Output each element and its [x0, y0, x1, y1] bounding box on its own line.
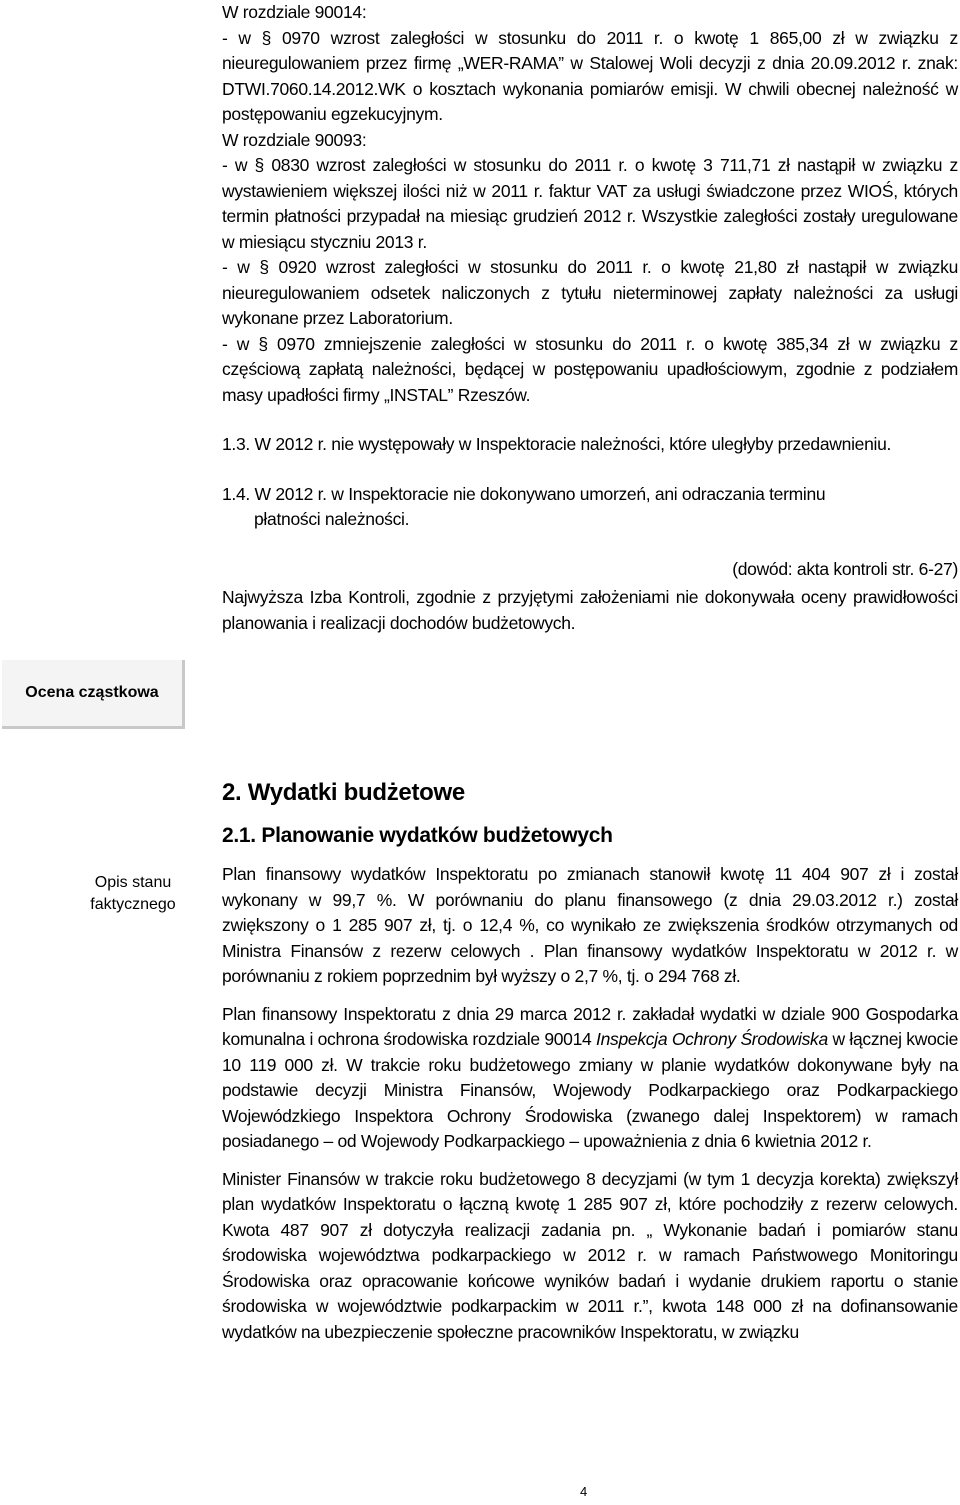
facts-side-label-line1: Opis stanu — [94, 874, 172, 891]
assessment-side-box — [2, 660, 185, 729]
paragraph-minister-decisions: Minister Finansów w trakcie roku budżetowego 8 decyzjami (w tym 1 decyzja korekta) zwiększył plan wydatków Inspektoratu o łączną kwotę 1 285 907 zł, które pochodziły z rezerw celowych. Kwota 487 907 zł dotyczyła realizacji zadania pn. „ Wykonanie badań i pomiarów stanu środowiska województwa podkarpackiego w 2012 r. w ramach Państwowego Monitoringu Środowiska oraz opracowanie końcowe wyników badań i wydanie drukiem raportu o stanie środowiska w województwie podkarpackim w 2011 r.”, kwota 148 000 zł na dofinansowanie wydatków na ubezpieczenie społeczne pracowników Inspektoratu, w związku — [222, 1168, 958, 1342]
plan-details-italic: Inspekcja Ochrony Środowiska — [596, 1029, 828, 1049]
section-heading-90014: W rozdziale 90014: — [222, 2, 367, 22]
paragraph-90014-0970: - w § 0970 wzrost zaległości w stosunku do 2011 r. o kwotę 1 865,00 zł w związku z nieuregulowaniem przez firmę „WER-RAMA” w Stalowej Woli decyzji z dnia 20.09.2012 r. znak: DTWI.7060.14.2012.WK o kosztach wykonania pomiarów emisji. W chwili obecnej należność w postępowaniu egzekucyjnym. — [222, 27, 958, 124]
paragraph-1-3: 1.3. W 2012 r. nie występowały w Inspektoracie należności, które uległyby przedawnieniu. — [222, 434, 892, 454]
subsection-heading-planning: 2.1. Planowanie wydatków budżetowych — [222, 824, 613, 847]
page-number: 4 — [580, 1484, 588, 1499]
paragraph-90093-0830: - w § 0830 wzrost zaległości w stosunku do 2011 r. o kwotę 3 711,71 zł nastąpił w związku z wystawieniem większej ilości niż w 2011 r. faktur VAT za usługi świadczone przez WIOŚ, których termin płatności przypadał na miesiąc grudzień 2012 r. Wszystkie zaległości zostały uregulowane w miesiącu styczniu 2013 r. — [222, 155, 958, 252]
bottom-text-block — [222, 778, 958, 1345]
paragraph-plan-summary: Plan finansowy wydatków Inspektoratu po zmianach stanowił kwotę 11 404 907 zł i został wykonany w 99,7 %. W porównaniu do planu finansowego (z dnia 29.03.2012 r.) został zwiększony o 1 285 907 zł, tj. o 12,4 %, co wynikało ze zwiększenia środków otrzymanych od Ministra Finansów z rezerw celowych . Plan finansowy wydatków Inspektoratu w 2012 r. w porównaniu z rokiem poprzednim był wyższy o 2,7 %, tj. o 294 768 zł. — [222, 864, 958, 986]
paragraph-1-4-line2: płatności należności. — [254, 509, 410, 529]
plan-details-text-1: Plan finansowy Inspektoratu z dnia 29 marca 2012 r. zakładał wydatki w dziale 900 Gospodarka komunalna i ochrona środowiska rozdziale 90014 — [222, 1003, 958, 1049]
paragraph-1-4-line1: 1.4. W 2012 r. w Inspektoracie nie dokonywano umorzeń, ani odraczania terminu — [222, 483, 826, 504]
paragraph-90093-0970: - w § 0970 zmniejszenie zaległości w stosunku do 2011 r. o kwotę 385,34 zł w związku z częściową zapłatą należności, będącej w postępowaniu upadłościowym, zgodnie z podziałem masy upadłości firmy „INSTAL” Rzeszów. — [222, 333, 958, 405]
section-heading-expenses: 2. Wydatki budżetowe — [222, 779, 465, 806]
facts-side-label — [78, 872, 188, 916]
facts-side-label-line2: faktycznego — [90, 896, 176, 913]
paragraph-plan-details — [222, 1002, 958, 1155]
evidence-note: (dowód: akta kontroli str. 6-27) — [732, 558, 958, 579]
paragraph-90093-0920: - w § 0920 wzrost zaległości w stosunku do 2011 r. o kwotę 21,80 zł nastąpił w związku nieuregulowaniem odsetek naliczonych z tytułu nieterminowej zapłaty należności za usługi wykonane przez Laboratorium. — [222, 257, 958, 328]
assessment-side-label: Ocena cząstkowa — [25, 684, 159, 701]
section-heading-90093: W rozdziale 90093: — [222, 129, 367, 150]
plan-details-text-2: w łącznej kwocie 10 119 000 zł. W trakcie roku budżetowego zmiany w planie wydatków dokonywane były na podstawie decyzji Ministra Finansów, Wojewody Podkarpackiego oraz Podkarpackiego Wojewódzkiego Inspektora Ochrony Środowiska (zwanego dalej Inspektorem) w ramach posiadanego – od Wojewody Podkarpackiego – upoważnienia z dnia 6 kwietnia 2012 r. — [222, 1029, 958, 1151]
assessment-paragraph: Najwyższa Izba Kontroli, zgodnie z przyjętymi założeniami nie dokonywała oceny prawidłowości planowania i realizacji dochodów budżetowych. — [222, 587, 958, 633]
top-text-block — [222, 0, 958, 636]
